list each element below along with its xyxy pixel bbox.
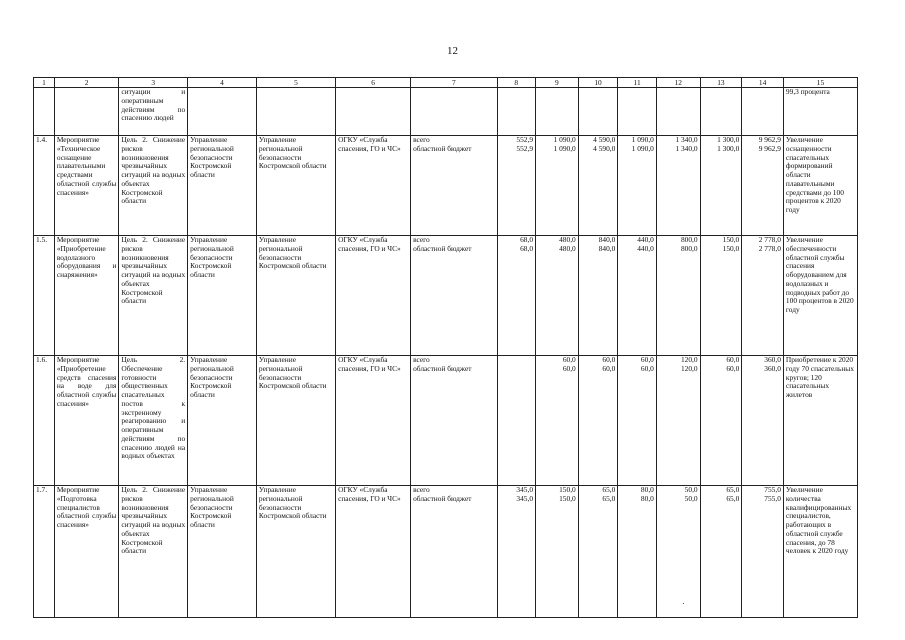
- amount-value: 755,0: [764, 485, 781, 494]
- amount-value: 345,0: [516, 485, 534, 494]
- amount-value: 120,0: [680, 355, 698, 364]
- scan-speck: [683, 603, 684, 604]
- header-cell: 14: [742, 78, 784, 88]
- year-amount-cell: [656, 136, 700, 236]
- continuation-row: [34, 88, 858, 136]
- amount-value: 1 090,0: [553, 143, 576, 153]
- recipient-cell: ОГКУ «Служба спасения, ГО и ЧС»: [336, 236, 411, 356]
- amount-value: 65,0: [726, 485, 740, 494]
- year-amount-cell: [536, 136, 579, 236]
- executor-cell: Управление региональной безопасности Костромской области: [188, 356, 257, 486]
- year-amount-cell: [656, 356, 700, 486]
- amount-value: 800,0: [680, 235, 698, 244]
- measure-cell: Мероприятие «Техническое оснащение плавательными средствами областной службы спасения»: [54, 136, 119, 236]
- amount-value: 1 300,0: [717, 143, 740, 153]
- result-cell: Увеличение оснащенности спасательных формирований области плавательными средствами до 100 процентов к 2020 году: [783, 136, 857, 236]
- row-number-cell: 1.6.: [34, 356, 55, 486]
- amount-value: 65,0: [602, 485, 616, 494]
- executor-cell: Управление региональной безопасности Костромской области: [188, 136, 257, 236]
- header-cell: 2: [54, 78, 119, 88]
- year-amount-cell: [536, 356, 579, 486]
- executor-cell: Управление региональной безопасности Костромской области: [188, 486, 257, 618]
- amount-value: 50,0: [684, 493, 698, 503]
- year-amount-cell: [618, 136, 657, 236]
- total-cell: [742, 136, 784, 236]
- year-amount-cell: [578, 236, 618, 356]
- funding-source-label: всего: [413, 135, 430, 144]
- header-cell: 8: [497, 78, 536, 88]
- funding-source-cell: [411, 136, 497, 236]
- header-cell: 4: [188, 78, 257, 88]
- amount-value: 65,0: [726, 493, 740, 503]
- amount-value: 150,0: [722, 243, 740, 253]
- year-amount-cell: [497, 136, 536, 236]
- amount-value: 50,0: [684, 485, 698, 494]
- recipient-cell: ОГКУ «Служба спасения, ГО и ЧС»: [336, 356, 411, 486]
- header-cell: 10: [578, 78, 618, 88]
- table-row: [34, 486, 858, 618]
- result-cell: Приобретение к 2020 году 70 спасательных кругов; 120 спасательных жилетов: [783, 356, 857, 486]
- funding-source-label: областной бюджет: [413, 143, 472, 153]
- funding-source-cell: [411, 486, 497, 618]
- goal-cell: ситуации и оперативным действиям по спасению людей: [119, 88, 188, 136]
- amount-value: 80,0: [640, 493, 654, 503]
- amount-value: 1 090,0: [631, 135, 654, 144]
- amount-value: 60,0: [562, 355, 576, 364]
- amount-value: 68,0: [520, 243, 534, 253]
- year-amount-cell: [656, 236, 700, 356]
- year-amount-cell: [618, 486, 657, 618]
- program-measures-table: [33, 77, 858, 618]
- amount-value: 440,0: [637, 243, 654, 253]
- header-cell: 3: [119, 78, 188, 88]
- coexecutor-cell: Управление региональной безопасности Костромской области: [256, 356, 335, 486]
- amount-value: 4 590,0: [593, 135, 616, 144]
- funding-source-label: областной бюджет: [413, 493, 472, 503]
- amount-value: 150,0: [722, 235, 740, 244]
- goal-cell: Цель 2. Снижение рисков возникновения чрезвычайных ситуаций на водных объектах Костромской области: [119, 486, 188, 618]
- amount-value: 800,0: [680, 243, 698, 253]
- amount-value: 9 962,9: [758, 135, 781, 144]
- amount-value: 1 340,0: [675, 135, 698, 144]
- result-cell: Увеличение обеспеченности областной службы спасения оборудованием для водолазных и подводных работ до 100 процентов в 2020 году: [783, 236, 857, 356]
- amount-value: 552,9: [516, 135, 534, 144]
- total-cell: [742, 236, 784, 356]
- amount-value: 9 962,9: [758, 143, 781, 153]
- recipient-cell: ОГКУ «Служба спасения, ГО и ЧС»: [336, 136, 411, 236]
- amount-value: 840,0: [598, 243, 616, 253]
- amount-value: 65,0: [602, 493, 616, 503]
- year-amount-cell: [700, 486, 742, 618]
- table-row: [34, 356, 858, 486]
- amount-value: 480,0: [559, 235, 576, 244]
- header-cell: 11: [618, 78, 657, 88]
- result-cell: 99,3 процента: [783, 88, 857, 136]
- header-cell: 9: [536, 78, 579, 88]
- coexecutor-cell: Управление региональной безопасности Костромской области: [256, 486, 335, 618]
- coexecutor-cell: Управление региональной безопасности Костромской области: [256, 136, 335, 236]
- year-amount-cell: [578, 486, 618, 618]
- funding-source-cell: [411, 356, 497, 486]
- coexecutor-cell: Управление региональной безопасности Костромской области: [256, 236, 335, 356]
- page-number: 12: [447, 45, 458, 57]
- amount-value: 60,0: [726, 363, 740, 373]
- amount-value: 480,0: [559, 243, 576, 253]
- amount-value: 2 778,0: [758, 235, 781, 244]
- amount-value: 440,0: [637, 235, 654, 244]
- amount-value: 360,0: [764, 363, 781, 373]
- amount-value: 120,0: [680, 363, 698, 373]
- year-amount-cell: [700, 136, 742, 236]
- amount-value: 60,0: [640, 363, 654, 373]
- funding-source-cell: [411, 236, 497, 356]
- header-cell: 7: [411, 78, 497, 88]
- funding-source-label: всего: [413, 485, 430, 494]
- result-cell: Увеличение количества квалифицированных специалистов, работающих в областной службе спасения, до 78 человек к 2020 году: [783, 486, 857, 618]
- measure-cell: Мероприятие «Приобретение водолазного оборудования и снаряжения»: [54, 236, 119, 356]
- funding-source-label: областной бюджет: [413, 363, 472, 373]
- amount-value: 840,0: [598, 235, 616, 244]
- year-amount-cell: [656, 486, 700, 618]
- amount-value: 360,0: [764, 355, 781, 364]
- amount-value: [500, 365, 534, 374]
- row-number-cell: 1.5.: [34, 236, 55, 356]
- year-amount-cell: [536, 236, 579, 356]
- amount-value: 60,0: [640, 355, 654, 364]
- total-cell: [742, 356, 784, 486]
- measure-cell: Мероприятие «Приобретение средств спасения на воде для областной службы спасения»: [54, 356, 119, 486]
- amount-value: 4 590,0: [593, 143, 616, 153]
- amount-value: 150,0: [559, 493, 576, 503]
- year-amount-cell: [618, 356, 657, 486]
- header-cell: 12: [656, 78, 700, 88]
- year-amount-cell: [700, 356, 742, 486]
- funding-source-label: областной бюджет: [413, 243, 472, 253]
- amount-value: 60,0: [562, 363, 576, 373]
- header-cell: 1: [34, 78, 55, 88]
- amount-value: 1 090,0: [553, 135, 576, 144]
- header-cell: 13: [700, 78, 742, 88]
- amount-value: 1 090,0: [631, 143, 654, 153]
- row-number-cell: 1.7.: [34, 486, 55, 618]
- year-amount-cell: [700, 236, 742, 356]
- year-amount-cell: [497, 486, 536, 618]
- year-amount-cell: [618, 236, 657, 356]
- goal-cell: Цель 2. Снижение рисков возникновения чрезвычайных ситуаций на водных объектах Костромской области: [119, 236, 188, 356]
- year-amount-cell: [578, 136, 618, 236]
- measure-cell: Мероприятие «Подготовка специалистов областной службы спасения»: [54, 486, 119, 618]
- table-row: [34, 136, 858, 236]
- table-row: [34, 236, 858, 356]
- amount-value: 552,9: [516, 143, 534, 153]
- amount-value: 60,0: [602, 355, 616, 364]
- funding-source-label: всего: [413, 235, 430, 244]
- amount-value: 2 778,0: [758, 243, 781, 253]
- amount-value: 150,0: [559, 485, 576, 494]
- total-cell: [742, 486, 784, 618]
- amount-value: 68,0: [520, 235, 534, 244]
- year-amount-cell: [536, 486, 579, 618]
- amount-value: 755,0: [764, 493, 781, 503]
- header-cell: 5: [256, 78, 335, 88]
- goal-cell: Цель 2. Обеспечение готовности общественных спасательных постов к экстренному реагированию и оперативным действиям по спасению людей на водных объектах: [119, 356, 188, 486]
- amount-value: 345,0: [516, 493, 534, 503]
- amount-value: 80,0: [640, 485, 654, 494]
- recipient-cell: ОГКУ «Служба спасения, ГО и ЧС»: [336, 486, 411, 618]
- year-amount-cell: [497, 236, 536, 356]
- amount-value: 60,0: [726, 355, 740, 364]
- goal-cell: Цель 2. Снижение рисков возникновения чрезвычайных ситуаций на водных объектах Костромской области: [119, 136, 188, 236]
- header-row: [34, 78, 858, 88]
- header-cell: 15: [783, 78, 857, 88]
- amount-value: [500, 356, 534, 365]
- executor-cell: Управление региональной безопасности Костромской области: [188, 236, 257, 356]
- funding-source-label: всего: [413, 355, 430, 364]
- amount-value: 1 300,0: [717, 135, 740, 144]
- year-amount-cell: [497, 356, 536, 486]
- header-cell: 6: [336, 78, 411, 88]
- amount-value: 60,0: [602, 363, 616, 373]
- row-number-cell: 1.4.: [34, 136, 55, 236]
- year-amount-cell: [578, 356, 618, 486]
- amount-value: 1 340,0: [675, 143, 698, 153]
